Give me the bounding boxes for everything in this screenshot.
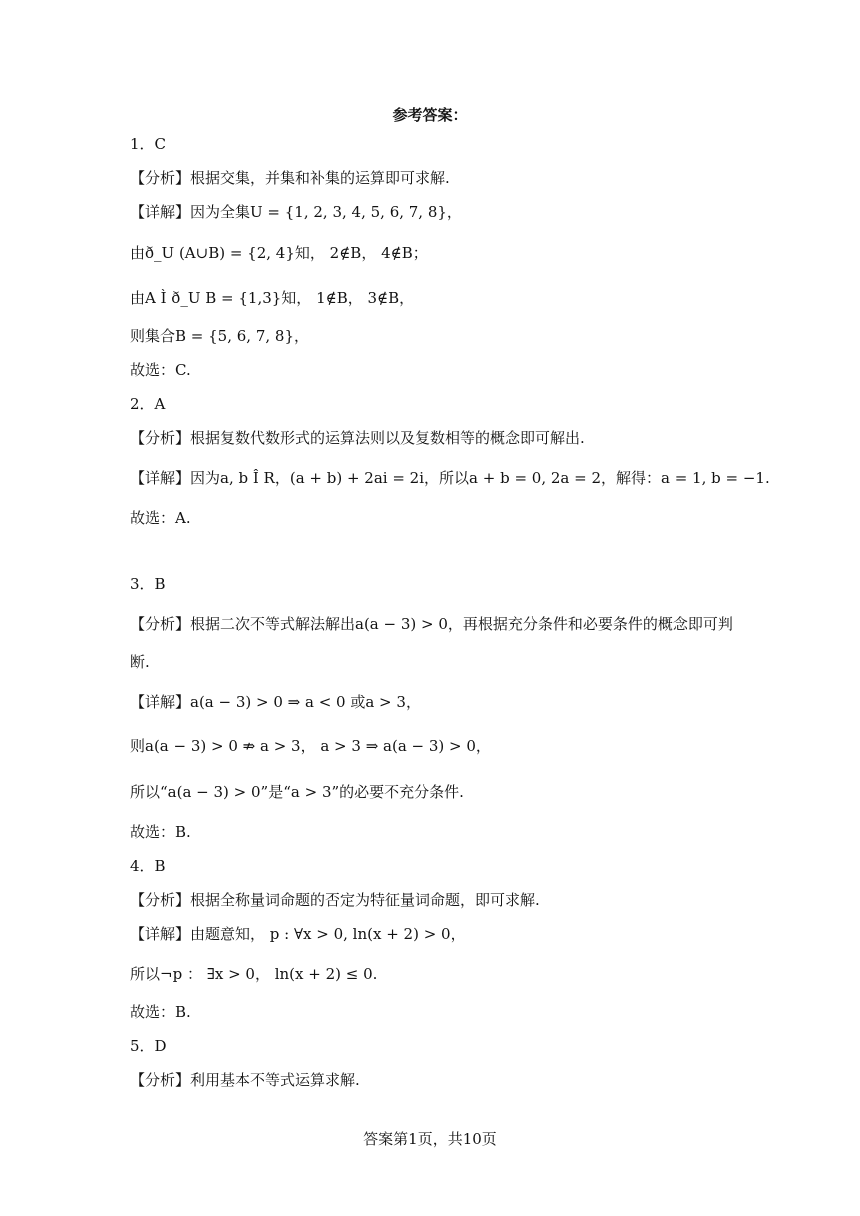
answer-line: 【详解】因为全集U = {1, 2, 3, 4, 5, 6, 7, 8}，	[130, 203, 462, 221]
answer-line: 由ð_U (A∪B) = {2, 4}知， 2∉B， 4∉B；	[130, 244, 428, 262]
answer-line: 则a(a − 3) > 0 ⇏ a > 3， a > 3 ⇒ a(a − 3) > 0，	[130, 737, 491, 755]
answer-line: 故选：B.	[130, 823, 191, 841]
answer-line: 由A Ì ð_U B = {1,3}知， 1∉B， 3∉B，	[130, 289, 415, 307]
answer-line: 【分析】根据二次不等式解法解出a(a − 3) > 0，再根据充分条件和必要条件的概念即可判	[130, 615, 733, 633]
answer-line: 断.	[130, 653, 150, 671]
answer-line: 所以¬p ： ∃x > 0， ln(x + 2) ≤ 0.	[130, 965, 378, 983]
answer-line: 故选：B.	[130, 1003, 191, 1021]
answer-line: 【分析】根据全称量词命题的否定为特征量词命题，即可求解.	[130, 891, 540, 909]
answer-line: 5．D	[130, 1037, 167, 1055]
answer-line: 所以“a(a − 3) > 0”是“a > 3”的必要不充分条件.	[130, 783, 464, 801]
answer-line: 3．B	[130, 575, 166, 593]
answer-line: 则集合B = {5, 6, 7, 8}，	[130, 327, 309, 345]
answer-line: 【分析】根据交集，并集和补集的运算即可求解.	[130, 169, 450, 187]
page-title: 参考答案：	[392, 106, 468, 124]
answer-line: 故选：C.	[130, 361, 191, 379]
answer-line: 【分析】利用基本不等式运算求解.	[130, 1071, 360, 1089]
page-footer: 答案第1页，共10页	[363, 1130, 497, 1148]
answer-line: 2．A	[130, 395, 166, 413]
answer-line: 【详解】因为a, b Î R，(a + b) + 2ai = 2i，所以a + b = 0, 2a = 2，解得：a = 1, b = −1.	[130, 469, 770, 487]
answer-line: 【分析】根据复数代数形式的运算法则以及复数相等的概念即可解出.	[130, 429, 585, 447]
answer-line: 【详解】a(a − 3) > 0 ⇒ a < 0 或a > 3，	[130, 693, 421, 711]
answer-line: 1．C	[130, 135, 167, 153]
answer-line: 【详解】由题意知， p : ∀x > 0, ln(x + 2) > 0，	[130, 925, 466, 943]
answer-line: 4．B	[130, 857, 166, 875]
answer-line: 故选：A.	[130, 509, 191, 527]
